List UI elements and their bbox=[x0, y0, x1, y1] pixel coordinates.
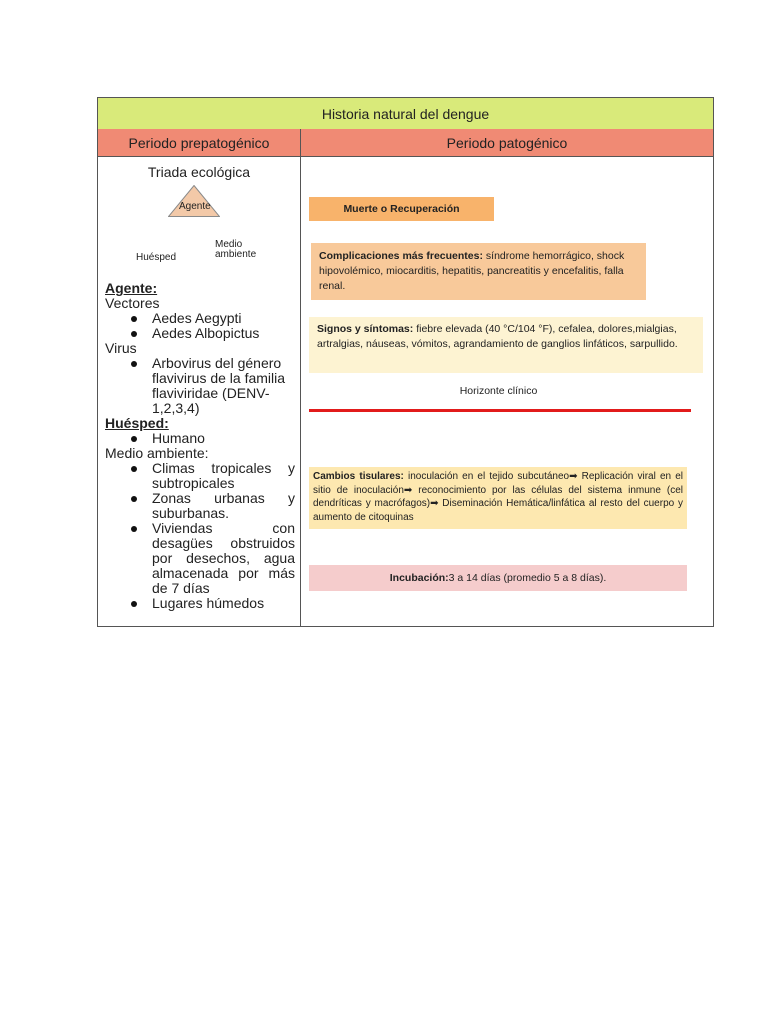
tissue-changes-box bbox=[309, 467, 687, 529]
vectors-list bbox=[105, 311, 295, 341]
triad-title: Triada ecológica bbox=[147, 164, 251, 180]
prepatogenic-column bbox=[98, 157, 300, 627]
host-list bbox=[105, 431, 295, 446]
triad-agent-label: Agente bbox=[179, 201, 211, 212]
triad-env-line2: ambiente bbox=[215, 249, 257, 260]
environment-list bbox=[105, 461, 295, 611]
table-title: Historia natural del dengue bbox=[98, 98, 713, 130]
triad-env-line1: Medio bbox=[215, 239, 243, 250]
vectors-label: Vectores bbox=[105, 295, 160, 311]
triad-environment-label bbox=[215, 240, 265, 260]
incubation-box bbox=[309, 565, 687, 591]
signs-symptoms-box bbox=[309, 317, 703, 373]
agent-heading: Agente: bbox=[105, 280, 158, 296]
signs-text: fiebre elevada (40 °C/104 °F), cefalea, dolores,mialgias, artralgias, náuseas, vómitos, agrandamiento de ganglios linfáticos, sarpullido. bbox=[317, 323, 678, 350]
signs-label: Signos y síntomas: bbox=[317, 323, 414, 335]
patogenic-header: Periodo patogénico bbox=[301, 129, 713, 157]
complications-text: síndrome hemorrágico, shock hipovolémico, miocarditis, hepatitis, pancreatitis y encefalitis, falla renal. bbox=[319, 250, 625, 292]
prepatogenic-details bbox=[105, 281, 295, 611]
complications-box bbox=[311, 243, 646, 300]
tissue-text: inoculación en el tejido subcutáneo➡ Replicación viral en el sitio de inoculación➡ reconocimiento por las células del sistema inmune (cel dendríticas y macrófagos)➡ Diseminación Hemática/linfática al resto del cuerpo y aumento de citoquinas bbox=[313, 471, 683, 523]
incubation-text: 3 a 14 días (promedio 5 a 8 días). bbox=[448, 571, 607, 584]
clinical-horizon-line bbox=[309, 409, 691, 412]
list-item: Humano bbox=[125, 431, 295, 446]
list-item: Lugares húmedos bbox=[125, 596, 295, 611]
list-item: Aedes Albopictus bbox=[125, 326, 295, 341]
prepatogenic-header: Periodo prepatogénico bbox=[98, 129, 301, 157]
list-item: Arbovirus del género flavivirus de la familia flaviviridae (DENV-1,2,3,4) bbox=[125, 356, 295, 416]
host-heading: Huésped: bbox=[105, 415, 169, 431]
list-item: Zonas urbanas y suburbanas. bbox=[125, 491, 295, 521]
incubation-label: Incubación: bbox=[389, 571, 449, 584]
virus-list bbox=[105, 356, 295, 416]
death-or-recovery-box: Muerte o Recuperación bbox=[309, 197, 494, 221]
triad-host-label: Huésped bbox=[136, 252, 177, 263]
complications-label: Complicaciones más frecuentes: bbox=[319, 250, 483, 262]
environment-label: Medio ambiente: bbox=[105, 445, 209, 461]
list-item: Aedes Aegypti bbox=[125, 311, 295, 326]
natural-history-table bbox=[97, 97, 714, 627]
virus-label: Virus bbox=[105, 340, 137, 356]
tissue-label: Cambios tisulares: bbox=[313, 471, 404, 482]
clinical-horizon-label: Horizonte clínico bbox=[459, 385, 538, 397]
patogenic-column bbox=[301, 157, 713, 627]
list-item: Viviendas con desagües obstruidos por desechos, agua almacenada por más de 7 días bbox=[125, 521, 295, 596]
list-item: Climas tropicales y subtropicales bbox=[125, 461, 295, 491]
